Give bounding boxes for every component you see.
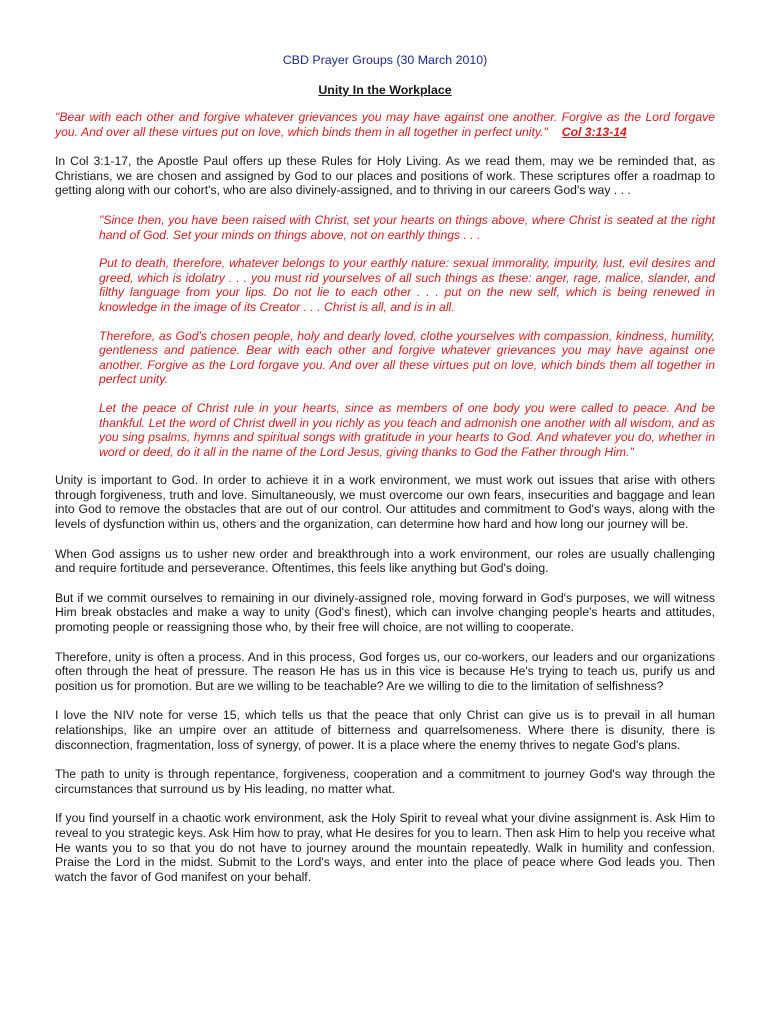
body-paragraph: The path to unity is through repentance, forgiveness, cooperation and a commitment to journey God's way through the circumstances that surround us by His leading, no matter what. bbox=[55, 767, 715, 796]
document-page bbox=[55, 52, 715, 899]
document-header: CBD Prayer Groups (30 March 2010) bbox=[282, 53, 488, 67]
intro-paragraph: In Col 3:1-17, the Apostle Paul offers up these Rules for Holy Living. As we read them, may we be reminded that, as Christians, we are chosen and assigned by God to our places and positions of work. These scriptures offer a roadmap to getting along with our cohort's, who are also divinely-assigned, and to thriving in our careers God's way . . . bbox=[55, 154, 715, 198]
body-paragraph: I love the NIV note for verse 15, which tells us that the peace that only Christ can give us is to prevail in all human relationships, like an umpire over an attitude of bitterness and quarrelsomeness. Where there is disunity, there is disconnection, fragmentation, loss of synergy, of power. It is a place where the enemy thrives to negate God's plans. bbox=[55, 708, 715, 752]
key-verse-text: "Bear with each other and forgive whatever grievances you may have against one another. Forgive as the Lord forgave you. And over all these virtues put on love, which binds them in all together in perfect unity." bbox=[55, 110, 715, 139]
body-paragraph: Therefore, unity is often a process. And in this process, God forges us, our co-workers, our leaders and our organizations often through the heat of pressure. The reason He has us in this vice is because He's trying to teach us, purify us and position us for promotion. But are we willing to be teachable? Are we willing to die to the limitation of selfishness? bbox=[55, 649, 715, 693]
scripture-quote: Therefore, as God's chosen people, holy and dearly loved, clothe yourselves with compassion, kindness, humility, gentleness and patience. Bear with each other and forgive whatever grievances you may have against one another. Forgive as the Lord forgave you. And over all these virtues put on love, which binds them all together in perfect unity. bbox=[99, 328, 715, 387]
key-verse bbox=[55, 110, 715, 139]
key-verse-reference: Col 3:13-14 bbox=[561, 124, 627, 139]
document-title: Unity In the Workplace bbox=[318, 83, 452, 97]
body-paragraph: But if we commit ourselves to remaining in our divinely-assigned role, moving forward in God's purposes, we will witness Him break obstacles and make a way to unity (God's finest), which can involve changing people's hearts and attitudes, promoting people or reassigning those who, by their free will choice, are not willing to cooperate. bbox=[55, 590, 715, 635]
body-paragraph: Unity is important to God. In order to achieve it in a work environment, we must work out issues that arise with others through forgiveness, truth and love. Simultaneously, we must overcome our own fears, insecurities and baggage and lean into God to remove the obstacles that are out of our control. Our attitudes and commitment to God's ways, along with the levels of dysfunction within us, others and the organization, can determine how hard and how long our journey will be. bbox=[55, 473, 715, 532]
scripture-quote: Put to death, therefore, whatever belongs to your earthly nature: sexual immorality, impurity, lust, evil desires and greed, which is idolatry . . . you must rid yourselves of all such things as these: anger, rage, malice, slander, and filthy language from your lips. Do not lie to each other . . . put on the new self, which is being renewed in knowledge in the image of its Creator . . . Christ is all, and is in all. bbox=[99, 256, 715, 314]
body-paragraph: When God assigns us to usher new order and breakthrough into a work environment, our roles are usually challenging and require fortitude and perseverance. Oftentimes, this feels like anything but God's doing. bbox=[55, 546, 715, 576]
scripture-quote: Let the peace of Christ rule in your hearts, since as members of one body you were called to peace. And be thankful. Let the word of Christ dwell in you richly as you teach and admonish one another with all wisdom, and as you sing psalms, hymns and spiritual songs with gratitude in your hearts to God. And whatever you do, whether in word or deed, do it all in the name of the Lord Jesus, giving thanks to God the Father through Him." bbox=[99, 400, 715, 459]
scripture-quote: "Since then, you have been raised with Christ, set your hearts on things above, where Christ is seated at the right hand of God. Set your minds on things above, not on earthly things . . . bbox=[99, 212, 715, 242]
body-paragraph: If you find yourself in a chaotic work environment, ask the Holy Spirit to reveal what your divine assignment is. Ask Him to reveal to you strategic keys. Ask Him how to pray, what He desires for you to learn. Then ask Him to help you receive what He wants you to so that you do not have to journey around the mountain repeatedly. Walk in humility and confession. Praise the Lord in the midst. Submit to the Lord's ways, and enter into the place of peace where God leads you. Then watch the favor of God manifest on your behalf. bbox=[55, 811, 716, 884]
